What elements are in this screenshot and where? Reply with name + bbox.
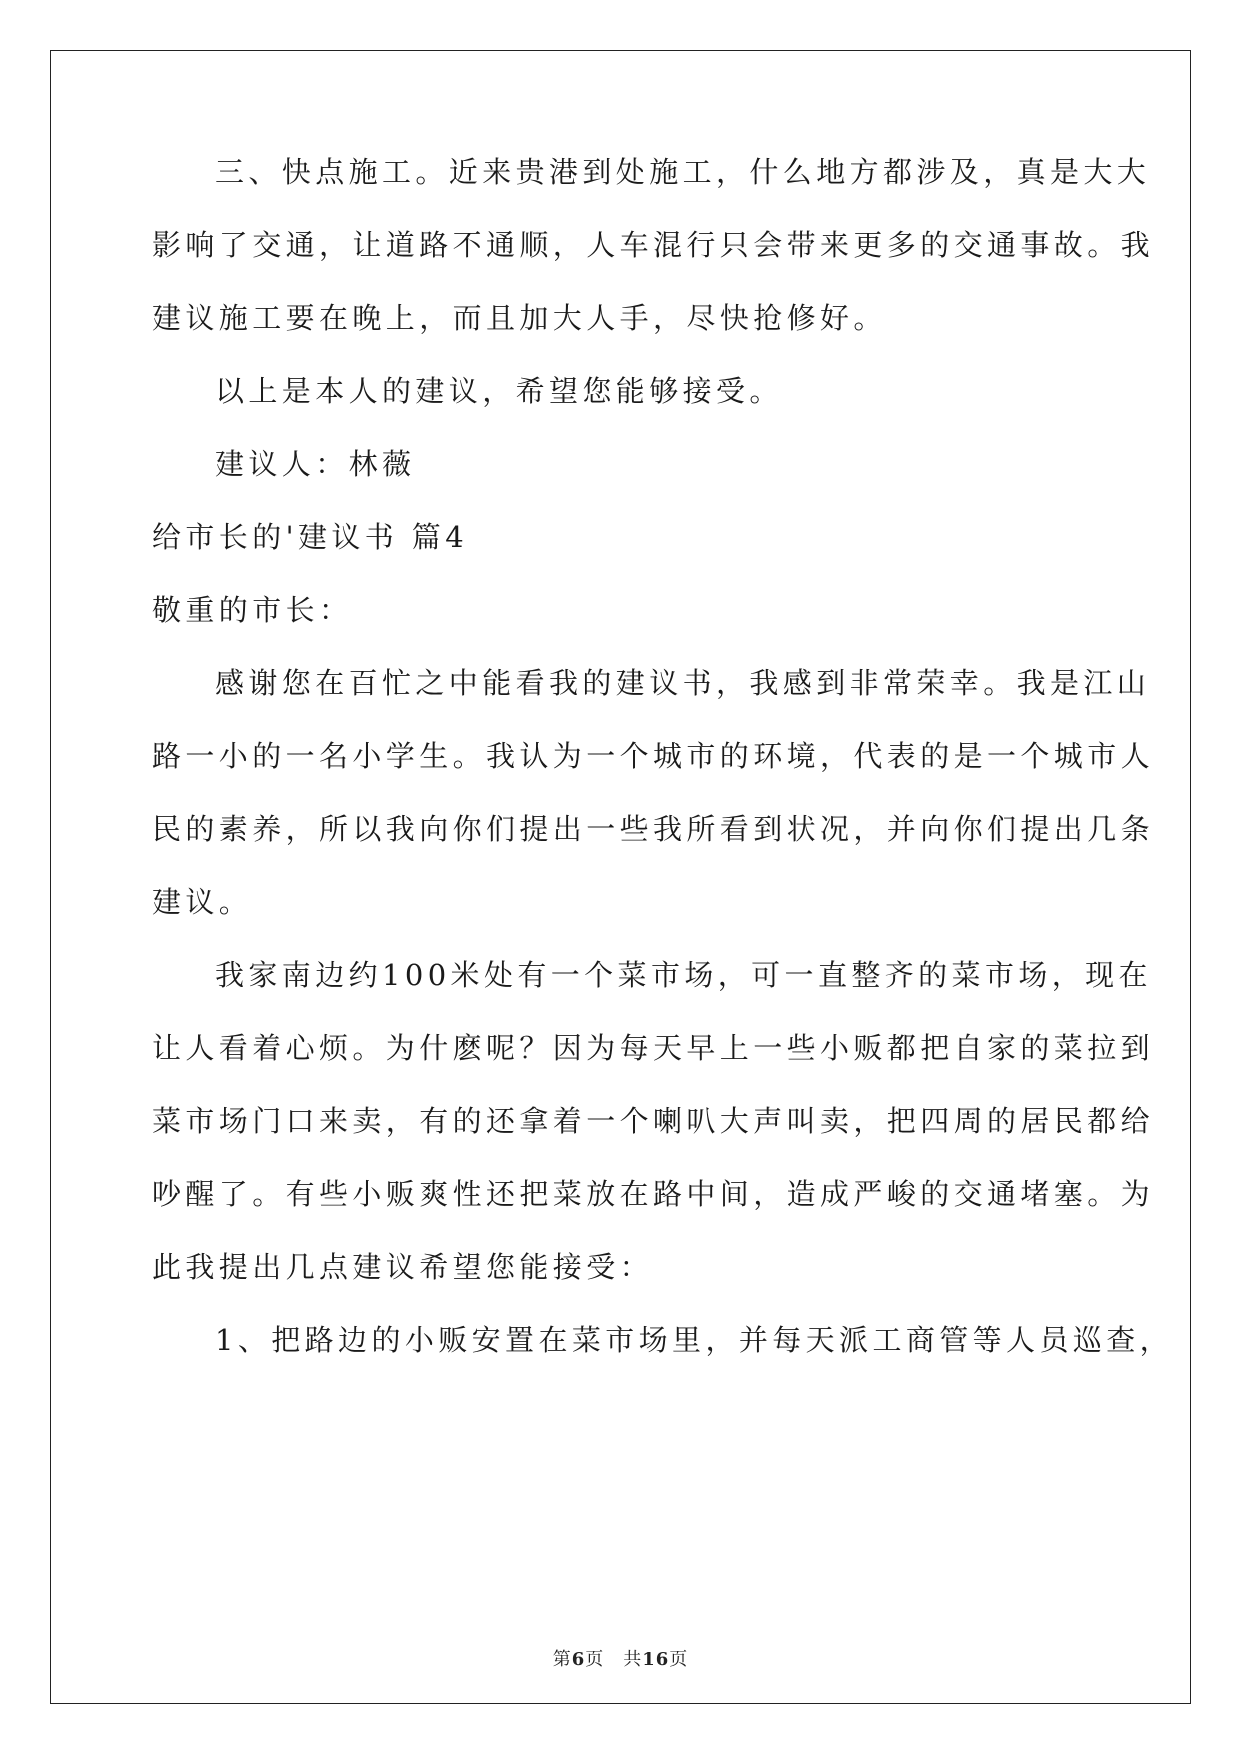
section-heading: 给市长的'建议书 篇4 [152, 520, 469, 554]
paragraph-line: 我家南边约100米处有一个菜市场，可一直整齐的菜市场，现在 [215, 958, 1152, 992]
paragraph-line: 菜市场门口来卖，有的还拿着一个喇叭大声叫卖，把四周的居民都给 [152, 1104, 1155, 1138]
footer-prefix: 第 [552, 1649, 572, 1670]
footer-middle: 页 共 [585, 1649, 643, 1670]
paragraph-line: 以上是本人的建议，希望您能够接受。 [215, 374, 783, 408]
page-border [50, 50, 1191, 1704]
footer-suffix: 页 [669, 1649, 689, 1670]
paragraph-line: 1、把路边的小贩安置在菜市场里，并每天派工商管等人员巡查， [215, 1323, 1174, 1357]
paragraph-line: 路一小的一名小学生。我认为一个城市的环境，代表的是一个城市人 [152, 739, 1155, 773]
paragraph-line: 建议施工要在晚上，而且加大人手，尽快抢修好。 [152, 301, 887, 335]
paragraph-line: 此我提出几点建议希望您能接受： [152, 1250, 654, 1284]
total-pages-number: 16 [642, 1649, 670, 1670]
paragraph-line: 建议。 [152, 885, 253, 919]
salutation: 敬重的市长： [152, 593, 353, 627]
signature-line: 建议人：林薇 [215, 447, 416, 481]
paragraph-line: 吵醒了。有些小贩爽性还把菜放在路中间，造成严峻的交通堵塞。为 [152, 1177, 1155, 1211]
paragraph-line: 三、快点施工。近来贵港到处施工，什么地方都涉及，真是大大 [215, 155, 1151, 189]
page-footer [0, 1645, 1241, 1671]
current-page-number: 6 [571, 1649, 586, 1670]
paragraph-line: 影响了交通，让道路不通顺，人车混行只会带来更多的交通事故。我 [152, 228, 1155, 262]
paragraph-line: 民的素养，所以我向你们提出一些我所看到状况，并向你们提出几条 [152, 812, 1155, 846]
paragraph-line: 让人看着心烦。为什麽呢？因为每天早上一些小贩都把自家的菜拉到 [152, 1031, 1155, 1065]
paragraph-line: 感谢您在百忙之中能看我的建议书，我感到非常荣幸。我是江山 [215, 666, 1151, 700]
